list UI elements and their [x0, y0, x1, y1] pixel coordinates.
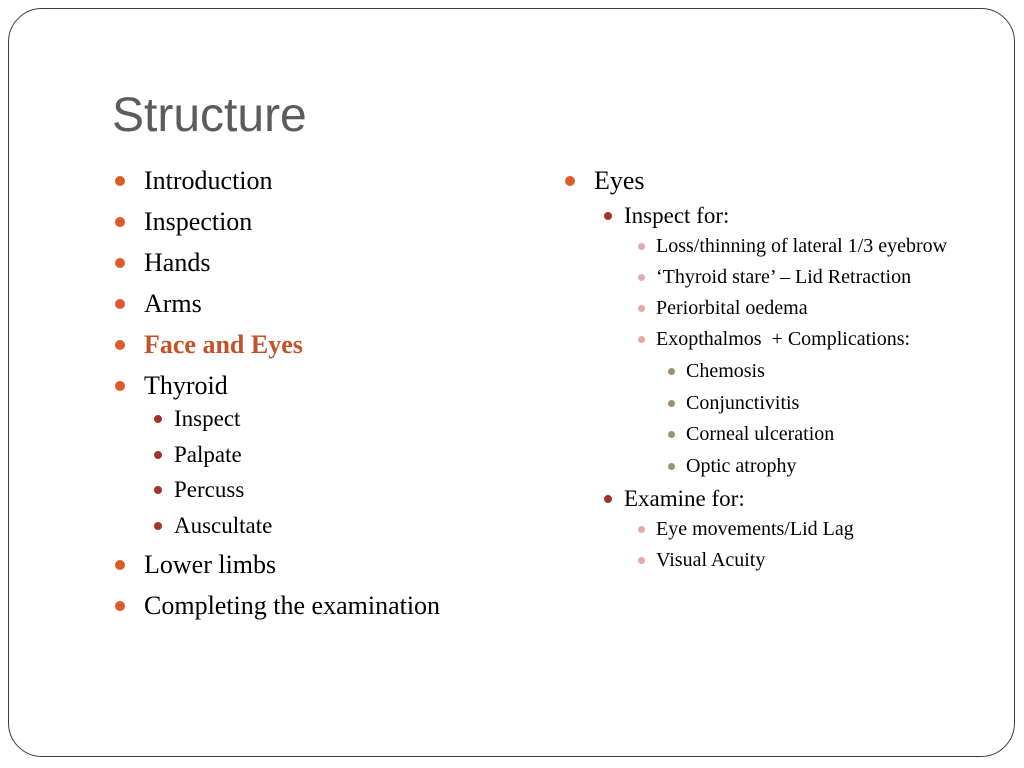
list-item [112, 589, 532, 622]
detail-item-label: Eye movements/Lid Lag [656, 517, 854, 540]
list-item-label: Thyroid [144, 371, 228, 400]
sublist-item-label: Auscultate [174, 512, 273, 538]
bullet-icon [638, 526, 645, 533]
sublist-item-label: Palpate [174, 441, 242, 467]
bullet-icon [115, 258, 125, 268]
list-item-label: Lower limbs [144, 549, 277, 579]
list-item-label: Completing the examination [144, 590, 441, 620]
bullet-icon [115, 176, 125, 186]
sublist-item-label: Inspect [174, 406, 241, 431]
sublist-item [142, 404, 532, 433]
complication-item-label: Corneal ulceration [686, 423, 835, 446]
detail-item-label: Visual Acuity [656, 548, 766, 571]
list-item-label: Inspection [144, 207, 253, 236]
detail-item-label: Periorbital oedema [656, 297, 808, 319]
complication-item [656, 421, 962, 447]
sublist-item-inspect-for [592, 201, 962, 479]
bullet-icon [668, 463, 675, 470]
list-item-eyes [562, 164, 962, 573]
list-item-label: Hands [144, 248, 211, 277]
bullet-icon [668, 400, 675, 407]
complication-item-label: Chemosis [686, 360, 765, 382]
list-item-label: Arms [144, 289, 202, 318]
bullet-icon [154, 415, 162, 423]
bullet-icon [604, 212, 612, 220]
thyroid-sublist [142, 404, 532, 540]
bullet-icon [638, 243, 645, 250]
detail-item-label: Loss/thinning of lateral 1/3 eyebrow [656, 235, 948, 257]
examine-for-sublist [624, 516, 962, 573]
sublist-item [142, 440, 532, 469]
list-item-label: Eyes [594, 166, 645, 195]
list-item [112, 369, 532, 540]
sublist-item [142, 475, 532, 504]
complications-sublist [656, 358, 962, 479]
bullet-icon [565, 176, 575, 186]
inspect-for-sublist [624, 233, 962, 479]
eyes-sublist [592, 201, 962, 573]
bullet-icon [638, 305, 645, 312]
bullet-icon [115, 601, 125, 611]
sublist-item-label: Examine for: [624, 485, 745, 511]
left-column [112, 164, 532, 630]
bullet-icon [638, 336, 645, 343]
bullet-icon [154, 486, 162, 494]
detail-item [624, 516, 962, 542]
bullet-icon [115, 340, 125, 350]
list-item-label: Face and Eyes [144, 330, 303, 359]
bullet-icon [638, 557, 645, 564]
sublist-item [142, 511, 532, 540]
bullet-icon [668, 368, 675, 375]
complication-item [656, 453, 962, 479]
right-column [562, 164, 962, 578]
bullet-icon [638, 274, 645, 281]
detail-item [624, 264, 962, 290]
right-bullet-list [562, 164, 962, 573]
bullet-icon [115, 560, 125, 570]
list-item-label: Introduction [144, 166, 273, 195]
sublist-item-label: Percuss [174, 477, 245, 503]
bullet-icon [604, 495, 612, 503]
sublist-item-examine-for [592, 484, 962, 573]
detail-item [624, 233, 962, 259]
left-bullet-list [112, 164, 532, 622]
list-item-highlighted [112, 328, 532, 361]
complication-item-label: Optic atrophy [686, 454, 797, 477]
list-item [112, 205, 532, 238]
sublist-item-label: Inspect for: [624, 203, 730, 228]
bullet-icon [115, 381, 125, 391]
detail-item [624, 547, 962, 573]
detail-item-label: Exopthalmos + Complications: [656, 328, 911, 350]
bullet-icon [115, 299, 125, 309]
list-item [112, 246, 532, 279]
list-item [112, 164, 532, 197]
list-item [112, 287, 532, 320]
complication-item-label: Conjunctivitis [686, 391, 800, 414]
bullet-icon [154, 451, 162, 459]
complication-item [656, 390, 962, 416]
slide-title: Structure [112, 89, 307, 142]
bullet-icon [668, 431, 675, 438]
detail-item [624, 295, 962, 321]
complication-item [656, 358, 962, 384]
list-item [112, 548, 532, 581]
bullet-icon [154, 522, 162, 530]
bullet-icon [115, 217, 125, 227]
detail-item-label: ‘Thyroid stare’ – Lid Retraction [656, 266, 912, 288]
detail-item [624, 326, 962, 479]
